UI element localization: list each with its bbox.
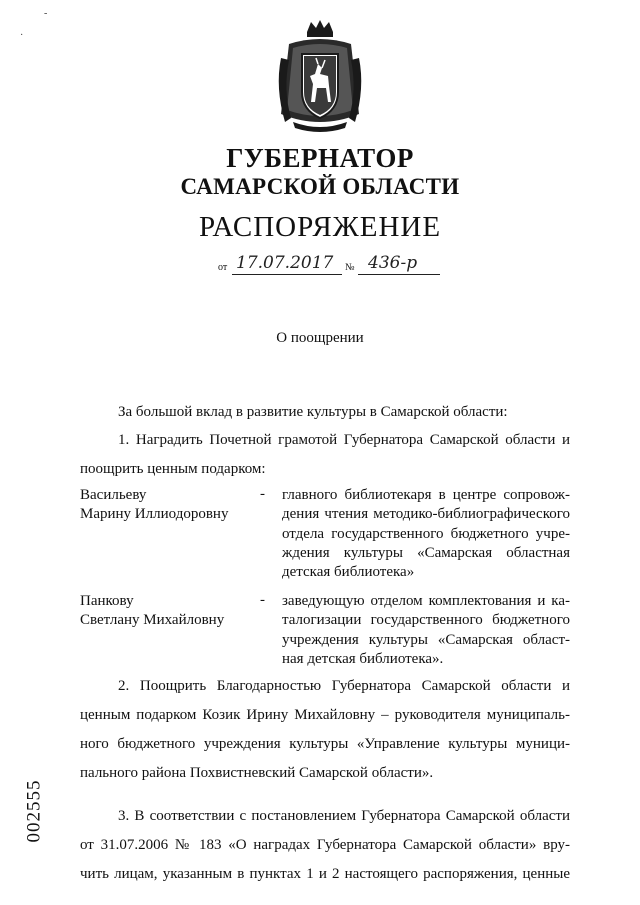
awardee-1-position-line: дения чтения методико-библиографического — [282, 506, 570, 523]
region-heading: САМАРСКОЙ ОБЛАСТИ — [180, 174, 460, 199]
registration-line — [218, 254, 458, 278]
awardee-2-given-names: Светлану Михайловну — [80, 612, 225, 628]
awardee-2-name — [80, 592, 224, 630]
awardee-1-name — [80, 486, 228, 524]
coat-of-arms-emblem — [273, 18, 367, 136]
handwritten-date: 17.07.2017 — [236, 253, 334, 273]
date-prefix-label: от — [218, 262, 228, 273]
item3-line: чить лицам, указанным в пунктах 1 и 2 настоящего распоряжения, ценные — [80, 866, 570, 882]
registry-stamp — [23, 779, 45, 843]
item2-line: пального района Похвистневский Самарской области». — [80, 765, 434, 781]
awardee-1-position-line: главного библиотекаря в центре сопровож- — [282, 487, 570, 503]
scan-mark: · — [20, 30, 24, 41]
item1-line1: 1. Наградить Почетной грамотой Губернатора Самарской области и — [118, 432, 570, 448]
awardee-1-dash: - — [260, 486, 265, 502]
awardee-1-position-line: ждения культуры «Самарская областная — [282, 544, 570, 561]
awardee-1-position — [282, 486, 570, 582]
item2-line: 2. Поощрить Благодарностью Губернатора Самарской области и — [118, 678, 570, 694]
governor-heading: ГУБЕРНАТОР — [226, 143, 414, 173]
item3-line: от 31.07.2006 № 183 «О наградах Губернатора Самарской области» вру- — [80, 837, 570, 853]
awardee-2-position-line: заведующую отделом комплектования и ка- — [282, 593, 570, 609]
awardee-2-surname: Панкову — [80, 593, 134, 609]
awardee-1-surname: Васильеву — [80, 487, 147, 503]
awardee-1-position-line: детская библиотека» — [282, 564, 415, 581]
number-underline — [358, 274, 440, 275]
document-type-heading: РАСПОРЯЖЕНИЕ — [198, 211, 442, 243]
awardee-1-given-names: Марину Иллиодоровну — [80, 506, 229, 522]
item3-line: 3. В соответствии с постановлением Губернатора Самарской области — [118, 808, 570, 824]
item1-line2: поощрить ценным подарком: — [80, 461, 266, 477]
number-prefix-label: № — [345, 262, 355, 273]
awardee-2-position — [282, 592, 570, 669]
scan-mark: - — [44, 8, 48, 19]
intro-paragraph: За большой вклад в развитие культуры в Самарской области: — [118, 404, 508, 420]
awardee-2-position-line: талогизации государственного бюджетного — [282, 612, 570, 629]
awardee-1-position-line: отдела государственного бюджетного учре- — [282, 525, 570, 542]
item2-line: ного бюджетного учреждения культуры «Управление культуры муници- — [80, 736, 570, 752]
awardee-2-dash: - — [260, 592, 265, 608]
awardee-2-position-line: учреждения культуры «Самарская област- — [282, 631, 570, 648]
date-underline — [232, 274, 342, 275]
awardee-2-position-line: ная детская библиотека». — [282, 650, 444, 667]
handwritten-number: 436-р — [368, 253, 418, 273]
document-subject: О поощрении — [276, 330, 364, 346]
registry-stamp-number: 002555 — [23, 779, 45, 843]
item2-line: ценным подарком Козик Ирину Михайловну – руководителя муниципаль- — [80, 707, 570, 723]
